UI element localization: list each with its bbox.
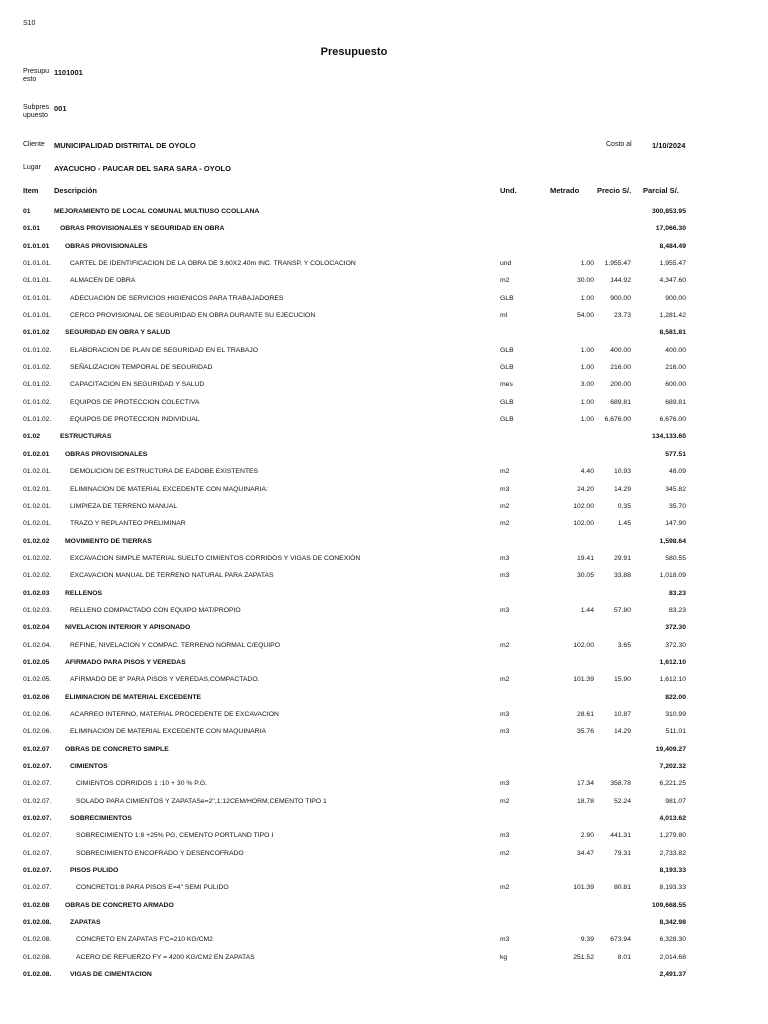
row-precio: 900.00	[610, 294, 631, 302]
row-precio: 400.00	[610, 346, 631, 354]
row-unit: m3	[500, 832, 510, 840]
row-precio: 14.29	[613, 485, 631, 493]
row-unit: m3	[500, 572, 510, 580]
row-parcial: 147.90	[665, 520, 686, 528]
table-row	[0, 324, 768, 341]
row-item-code: 01.01.01.	[23, 260, 52, 268]
table-row	[0, 758, 768, 775]
row-description: SOLADO PARA CIMIENTOS Y ZAPATASe=2",1:12CEM/HORM,CEMENTO TIPO 1	[76, 797, 327, 805]
row-metrado: 9.39	[580, 936, 594, 944]
row-precio: 80.81	[613, 884, 631, 892]
cliente-value: MUNICIPALIDAD DISTRITAL DE OYOLO	[54, 141, 196, 150]
row-parcial: 1,955.47	[659, 260, 686, 268]
row-parcial: 372.30	[665, 624, 686, 632]
row-description: ELIMINACION DE MATERIAL EXCEDENTE	[65, 693, 202, 701]
table-row	[0, 949, 768, 966]
table-row	[0, 411, 768, 428]
row-description: VIGAS DE CIMENTACION	[70, 971, 152, 979]
page-title: Presupuesto	[320, 46, 388, 58]
row-description: CAPACITACION EN SEGURIDAD Y SALUD	[70, 381, 205, 389]
table-row	[0, 238, 768, 255]
row-item-code: 01.02.06	[23, 693, 50, 701]
row-item-code: 01.02.04.	[23, 641, 52, 649]
column-header-metrado: Metrado	[550, 186, 580, 195]
table-row	[0, 619, 768, 636]
row-description: ESTRUCTURAS	[60, 433, 112, 441]
row-item-code: 01.01.02.	[23, 346, 52, 354]
row-item-code: 01.02.07	[23, 745, 50, 753]
table-row	[0, 931, 768, 948]
row-unit: m3	[500, 936, 510, 944]
row-precio: 1,955.47	[604, 260, 631, 268]
table-row	[0, 481, 768, 498]
column-header-precio: Precio S/.	[597, 186, 632, 195]
row-parcial: 1,612.10	[659, 658, 686, 666]
row-description: SOBRECIMIENTO 1:8 +25% PG, CEMENTO PORTLAND TIPO I	[76, 832, 274, 840]
row-item-code: 01.01.01.	[23, 312, 52, 320]
row-precio: 200.00	[610, 381, 631, 389]
row-item-code: 01.02.08.	[23, 919, 52, 927]
row-parcial: 83.23	[668, 606, 686, 614]
row-item-code: 01.02.06.	[23, 728, 52, 736]
row-item-code: 01.02.08.	[23, 936, 52, 944]
row-parcial: 4,013.62	[659, 815, 686, 823]
row-description: MEJORAMIENTO DE LOCAL COMUNAL MULTIUSO CCOLLANA	[54, 208, 260, 215]
row-item-code: 01.01.02.	[23, 416, 52, 424]
row-description: LIMPIEZA DE TERRENO MANUAL	[70, 502, 178, 510]
row-item-code: 01.02.02.	[23, 572, 52, 580]
row-description: DEMOLICION DE ESTRUCTURA DE EADOBE EXISTENTES	[70, 468, 259, 476]
row-parcial: 300,853.95	[651, 208, 686, 215]
row-description: RELLENOS	[65, 589, 103, 597]
column-header-und: Und.	[500, 186, 517, 195]
row-description: OBRAS PROVISIONALES Y SEGURIDAD EN OBRA	[60, 225, 225, 233]
row-item-code: 01.02	[23, 433, 41, 441]
row-unit: GLB	[500, 398, 514, 406]
row-precio: 441.31	[610, 832, 631, 840]
row-description: TRAZO Y REPLANTEO PRELIMINAR	[70, 520, 186, 528]
row-description: OBRAS DE CONCRETO SIMPLE	[65, 745, 169, 753]
table-row	[0, 255, 768, 272]
row-precio: 8.01	[617, 953, 631, 961]
table-row	[0, 775, 768, 792]
row-item-code: 01.01.02.	[23, 398, 52, 406]
row-item-code: 01.01.01.	[23, 294, 52, 302]
row-metrado: 30.05	[576, 572, 594, 580]
row-item-code: 01.01.02.	[23, 364, 52, 372]
row-parcial: 8,193.33	[659, 884, 686, 892]
row-description: ELABORACION DE PLAN DE SEGURIDAD EN EL TRABAJO	[70, 346, 259, 354]
table-row	[0, 498, 768, 515]
row-item-code: 01.02.07.	[23, 832, 52, 840]
column-header-parcial: Parcial S/.	[643, 186, 679, 195]
row-parcial: 8,193.33	[659, 867, 686, 875]
row-parcial: 1,612.10	[659, 676, 686, 684]
row-precio: 6,676.00	[604, 416, 631, 424]
row-description: CIMIENTOS CORRIDOS 1 :10 + 30 % P.G.	[76, 780, 208, 788]
row-parcial: 2,014.68	[659, 953, 686, 961]
table-row	[0, 533, 768, 550]
row-description: EXCAVACION MANUAL DE TERRENO NATURAL PARA ZAPATAS	[70, 572, 274, 580]
row-parcial: 134,133.60	[651, 433, 686, 441]
row-unit: GLB	[500, 416, 514, 424]
row-description: ZAPATAS	[70, 919, 101, 927]
row-parcial: 600.00	[665, 381, 686, 389]
row-precio: 79.31	[613, 849, 631, 857]
row-unit: m3	[500, 554, 510, 562]
row-parcial: 400.00	[665, 346, 686, 354]
row-parcial: 83.23	[668, 589, 686, 597]
row-metrado: 102.00	[573, 520, 594, 528]
row-item-code: 01.01.02.	[23, 381, 52, 389]
row-parcial: 822.00	[665, 693, 686, 701]
row-metrado: 1.00	[580, 416, 594, 424]
row-metrado: 35.76	[576, 728, 594, 736]
table-row	[0, 428, 768, 445]
row-metrado: 54.00	[576, 312, 594, 320]
row-description: OBRAS DE CONCRETO ARMADO	[65, 901, 174, 909]
row-item-code: 01.02.08	[23, 901, 50, 909]
row-item-code: 01.02.07.	[23, 797, 52, 805]
row-description: SEÑALIZACION TEMPORAL DE SEGURIDAD	[70, 364, 213, 372]
row-metrado: 1.00	[580, 294, 594, 302]
row-description: AFIRMADO PARA PISOS Y VEREDAS	[65, 658, 186, 666]
row-parcial: 6,328.30	[659, 936, 686, 944]
lugar-label: Lugar	[23, 164, 41, 171]
table-row	[0, 342, 768, 359]
row-precio: 52.24	[613, 797, 631, 805]
row-item-code: 01.02.04	[23, 624, 50, 632]
row-precio: 23.73	[613, 312, 631, 320]
row-parcial: 8,484.49	[659, 242, 686, 250]
row-description: ACARREO INTERNO, MATERIAL PROCEDENTE DE EXCAVACION	[70, 710, 279, 718]
row-description: AFIRMADO DE 8" PARA PISOS Y VEREDAS,COMPACTADO.	[70, 676, 260, 684]
row-item-code: 01.02.01.	[23, 502, 52, 510]
table-row	[0, 671, 768, 688]
row-precio: 15.90	[613, 676, 631, 684]
table-row	[0, 290, 768, 307]
row-unit: m2	[500, 468, 510, 476]
row-precio: 10.87	[613, 710, 631, 718]
row-item-code: 01.02.02	[23, 537, 50, 545]
row-unit: m2	[500, 520, 510, 528]
row-item-code: 01.02.07.	[23, 780, 52, 788]
row-description: OBRAS PROVISIONALES	[65, 242, 148, 250]
row-item-code: 01.02.05	[23, 658, 50, 666]
table-row	[0, 567, 768, 584]
cliente-label: Cliente	[23, 141, 45, 148]
row-description: RELLENO COMPACTADO CON EQUIPO MAT/PROPIO	[70, 606, 241, 614]
row-metrado: 251.52	[573, 953, 594, 961]
row-parcial: 577.51	[665, 450, 686, 458]
subpresupuesto-value: 001	[54, 104, 67, 113]
table-row	[0, 550, 768, 567]
row-precio: 144.92	[610, 277, 631, 285]
row-metrado: 24.20	[576, 485, 594, 493]
table-row	[0, 376, 768, 393]
row-unit: GLB	[500, 294, 514, 302]
row-item-code: 01.02.01.	[23, 468, 52, 476]
table-row	[0, 203, 768, 220]
table-row	[0, 307, 768, 324]
row-item-code: 01.01.02	[23, 329, 50, 337]
table-row	[0, 879, 768, 896]
row-description: ELIMINACION DE MATERIAL EXCEDENTE CON MAQUINARIA:	[70, 485, 268, 493]
row-item-code: 01.01.01	[23, 242, 50, 250]
row-item-code: 01.02.01	[23, 450, 50, 458]
row-item-code: 01.02.07.	[23, 867, 52, 875]
table-row	[0, 602, 768, 619]
column-header-descripcion: Descripción	[54, 186, 97, 195]
row-unit: m2	[500, 797, 510, 805]
row-description: OBRAS PROVISIONALES	[65, 450, 148, 458]
row-precio: 0.35	[617, 502, 631, 510]
row-metrado: 101.39	[573, 676, 594, 684]
row-precio: 689.81	[610, 398, 631, 406]
table-row	[0, 793, 768, 810]
row-item-code: 01.02.06.	[23, 710, 52, 718]
row-description: CONCRETO1:8 PARA PISOS E=4" SEMI PULIDO	[76, 884, 229, 892]
row-item-code: 01.02.03	[23, 589, 50, 597]
row-description: ADECUACION DE SERVICIOS HIGIENICOS PARA TRABAJADORES	[70, 294, 284, 302]
row-description: ACERO DE REFUERZO FY = 4200 KG/CM2 EN ZAPATAS	[76, 953, 255, 961]
lugar-value: AYACUCHO - PAUCAR DEL SARA SARA - OYOLO	[54, 164, 231, 173]
row-precio: 358.78	[610, 780, 631, 788]
row-unit: kg	[500, 953, 508, 961]
table-row	[0, 966, 768, 983]
row-unit: m2	[500, 849, 510, 857]
row-unit: GLB	[500, 364, 514, 372]
table-row	[0, 914, 768, 931]
table-row	[0, 359, 768, 376]
presupuesto-label: Presupu esto	[23, 68, 50, 83]
row-parcial: 109,668.55	[651, 901, 686, 909]
report-code: S10	[23, 20, 36, 27]
row-description: REFINE, NIVELACION Y COMPAC. TERRENO NORMAL C/EQUIPO	[70, 641, 280, 649]
table-row	[0, 810, 768, 827]
row-precio: 29.91	[613, 554, 631, 562]
row-parcial: 8,342.98	[659, 919, 686, 927]
row-description: CARTEL DE IDENTIFICACION DE LA OBRA DE 3.60X2.40m INC. TRANSP. Y COLOCACION	[70, 260, 356, 268]
row-parcial: 372.30	[665, 641, 686, 649]
row-parcial: 2,491.37	[659, 971, 686, 979]
table-row	[0, 654, 768, 671]
row-parcial: 19,409.27	[655, 745, 686, 753]
row-metrado: 4.40	[580, 468, 594, 476]
row-unit: m3	[500, 728, 510, 736]
budget-table	[0, 203, 768, 983]
row-item-code: 01.02.07.	[23, 884, 52, 892]
row-parcial: 2,733.82	[659, 849, 686, 857]
row-item-code: 01.01	[23, 225, 41, 233]
row-description: EQUIPOS DE PROTECCION INDIVIDUAL	[70, 416, 200, 424]
presupuesto-value: 1101001	[54, 68, 83, 77]
table-row	[0, 515, 768, 532]
row-metrado: 1.44	[580, 606, 594, 614]
row-description: EXCAVACION SIMPLE MATERIAL SUELTO CIMIENTOS CORRIDOS Y VIGAS DE CONEXIÓN	[70, 554, 361, 562]
row-item-code: 01.02.01.	[23, 520, 52, 528]
row-metrado: 17.34	[576, 780, 594, 788]
row-metrado: 102.00	[573, 502, 594, 510]
row-parcial: 4,347.60	[659, 277, 686, 285]
row-metrado: 3.00	[580, 381, 594, 389]
row-description: CONCRETO EN ZAPATAS F'C=210 KG/CM2	[76, 936, 213, 944]
row-precio: 3.65	[617, 641, 631, 649]
table-row	[0, 862, 768, 879]
row-unit: m2	[500, 676, 510, 684]
row-metrado: 2.90	[580, 832, 594, 840]
row-item-code: 01.02.02.	[23, 554, 52, 562]
row-unit: und	[500, 260, 512, 268]
row-precio: 1.45	[617, 520, 631, 528]
row-item-code: 01.02.07.	[23, 763, 52, 770]
row-description: NIVELACION INTERIOR Y APISONADO	[65, 624, 191, 632]
row-description: PISOS PULIDO	[70, 867, 119, 875]
row-description: SEGURIDAD EN OBRA Y SALUD	[65, 329, 171, 337]
row-unit: m3	[500, 780, 510, 788]
row-description: ALMACEN DE OBRA	[70, 277, 136, 285]
table-row	[0, 272, 768, 289]
row-unit: ml	[500, 312, 508, 320]
row-metrado: 1.00	[580, 364, 594, 372]
row-metrado: 19.41	[576, 554, 594, 562]
costo-label: Costo al	[606, 141, 632, 148]
table-row	[0, 723, 768, 740]
row-description: MOVIMIENTO DE TIERRAS	[65, 537, 152, 545]
row-parcial: 689.81	[665, 398, 686, 406]
row-parcial: 580.55	[665, 554, 686, 562]
row-unit: GLB	[500, 346, 514, 354]
row-parcial: 7,202.32	[659, 763, 686, 770]
row-metrado: 101.39	[573, 884, 594, 892]
table-row	[0, 585, 768, 602]
row-metrado: 102.00	[573, 641, 594, 649]
subpresupuesto-label: Subpres upuesto	[23, 104, 50, 119]
table-row	[0, 220, 768, 237]
row-precio: 57.80	[613, 606, 631, 614]
table-row	[0, 897, 768, 914]
row-parcial: 1,281.42	[659, 312, 686, 320]
table-row	[0, 463, 768, 480]
row-item-code: 01.02.01.	[23, 485, 52, 493]
row-parcial: 1,279.80	[659, 832, 686, 840]
row-parcial: 8,581.81	[659, 329, 686, 337]
row-metrado: 30.00	[576, 277, 594, 285]
row-unit: m3	[500, 606, 510, 614]
row-precio: 673.94	[610, 936, 631, 944]
row-parcial: 1,018.09	[659, 572, 686, 580]
row-item-code: 01.02.03.	[23, 606, 52, 614]
row-parcial: 6,221.25	[659, 780, 686, 788]
row-metrado: 1.00	[580, 346, 594, 354]
row-item-code: 01.02.08.	[23, 971, 52, 979]
row-unit: m2	[500, 502, 510, 510]
row-description: SOBRECIMIENTOS	[70, 815, 132, 823]
row-precio: 216.00	[610, 364, 631, 372]
row-description: ELIMINACION DE MATERIAL EXCEDENTE CON MAQUINARIA	[70, 728, 267, 736]
table-row	[0, 394, 768, 411]
row-unit: m3	[500, 710, 510, 718]
row-item-code: 01.02.08.	[23, 953, 52, 961]
row-unit: m3	[500, 485, 510, 493]
row-parcial: 216.00	[665, 364, 686, 372]
row-parcial: 17,066.30	[655, 225, 686, 233]
row-unit: m2	[500, 277, 510, 285]
row-unit: m2	[500, 641, 510, 649]
row-parcial: 1,598.64	[659, 537, 686, 545]
row-metrado: 28.61	[576, 710, 594, 718]
row-parcial: 900.00	[665, 294, 686, 302]
row-unit: mes	[500, 381, 513, 389]
row-item-code: 01.02.05.	[23, 676, 52, 684]
row-description: SOBRECIMIENTO ENCOFRADO Y DESENCOFRADO	[76, 849, 244, 857]
table-row	[0, 706, 768, 723]
row-unit: m2	[500, 884, 510, 892]
column-header-item: Item	[23, 186, 39, 195]
row-parcial: 310.99	[665, 710, 686, 718]
row-precio: 10.93	[613, 468, 631, 476]
row-parcial: 345.82	[665, 485, 686, 493]
row-metrado: 34.47	[576, 849, 594, 857]
row-parcial: 48.09	[668, 468, 686, 476]
row-metrado: 1.00	[580, 398, 594, 406]
row-metrado: 18.78	[576, 797, 594, 805]
row-precio: 33.88	[613, 572, 631, 580]
row-description: EQUIPOS DE PROTECCION COLECTIVA	[70, 398, 200, 406]
row-parcial: 35.70	[668, 502, 686, 510]
row-precio: 14.29	[613, 728, 631, 736]
costo-value: 1/10/2024	[652, 141, 686, 150]
row-item-code: 01	[23, 208, 31, 215]
table-row	[0, 741, 768, 758]
row-description: CERCO PROVISIONAL DE SEGURIDAD EN OBRA DURANTE SU EJECUCION	[70, 312, 316, 320]
row-parcial: 511.01	[665, 728, 686, 736]
row-parcial: 981.07	[665, 797, 686, 805]
row-item-code: 01.01.01.	[23, 277, 52, 285]
table-row	[0, 637, 768, 654]
row-item-code: 01.02.07.	[23, 815, 52, 823]
table-row	[0, 689, 768, 706]
row-parcial: 6,676.00	[659, 416, 686, 424]
row-description: CIMIENTOS	[70, 763, 108, 770]
table-row	[0, 845, 768, 862]
table-row	[0, 446, 768, 463]
row-metrado: 1.00	[580, 260, 594, 268]
table-row	[0, 827, 768, 844]
row-item-code: 01.02.07.	[23, 849, 52, 857]
